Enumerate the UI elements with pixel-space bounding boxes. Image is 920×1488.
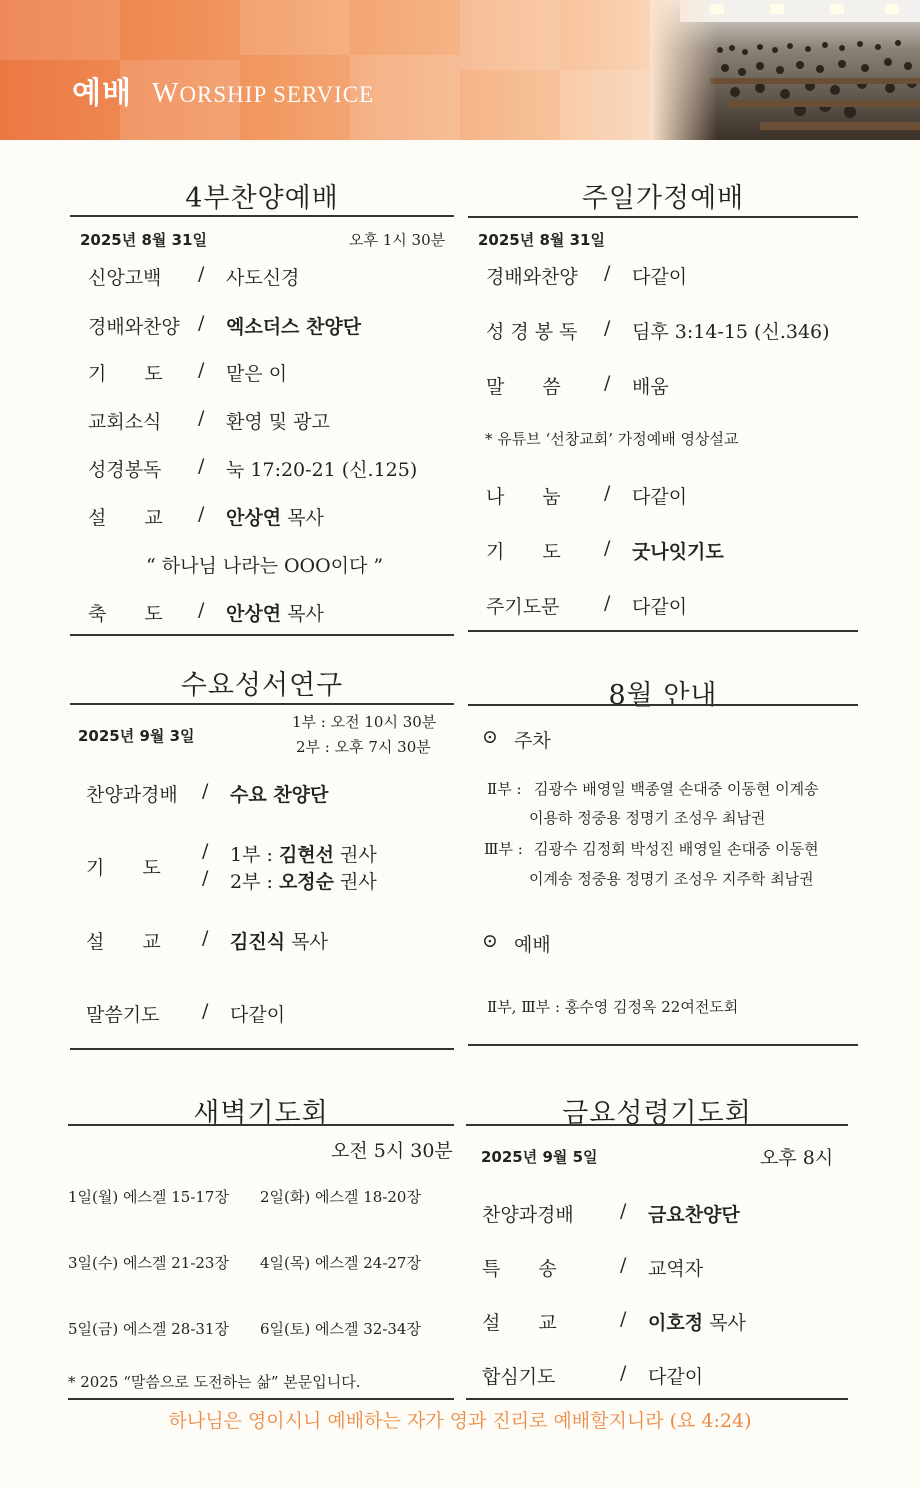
- slash: /: [604, 537, 611, 559]
- service-date: 2025년 8월 31일: [478, 231, 605, 249]
- order-value: 굿나잇기도: [632, 541, 724, 563]
- parking-heading: 주차: [514, 730, 551, 752]
- section-title-4th-service: 4부찬양예배: [185, 183, 339, 214]
- order-value: 김진식 목사: [230, 931, 328, 953]
- order-value: 엑소더스 찬양단: [226, 316, 362, 338]
- order-label: 나 눔: [486, 486, 561, 508]
- page-subtitle: WORSHIP SERVICE: [152, 78, 375, 109]
- order-label: 기 도: [86, 857, 161, 879]
- reading-day: 5일(금) 에스겔 28-31장: [68, 1320, 229, 1338]
- parking-names: 이용하 정중용 정명기 조성우 최남권: [529, 809, 766, 827]
- order-label: 경배와찬양: [486, 266, 578, 288]
- order-value: 딤후 3:14-15 (신.346): [632, 321, 830, 343]
- service-date: 2025년 8월 31일: [80, 231, 207, 249]
- parking-label-2: Ⅱ부 :: [487, 780, 522, 798]
- order-label: 말 씀: [486, 376, 561, 398]
- parking-label-3: Ⅲ부 :: [484, 840, 523, 858]
- sermon-title: “ 하나님 나라는 OOO이다 ”: [146, 555, 384, 577]
- page-title: 예배: [72, 76, 132, 111]
- reading-note: * 2025 “말씀으로 도전하는 삶” 본문입니다.: [68, 1373, 361, 1391]
- divider: [70, 703, 454, 705]
- order-value: 다같이: [230, 1004, 286, 1026]
- divider: [468, 1044, 858, 1046]
- slash: /: [604, 372, 611, 394]
- order-label: 찬양과경배: [86, 784, 178, 806]
- youtube-note: * 유튜브 ‘선창교회’ 가정예배 영상설교: [485, 430, 739, 448]
- order-value: 교역자: [648, 1258, 704, 1280]
- slash: /: [202, 840, 209, 862]
- slash: /: [198, 503, 205, 525]
- slash: /: [202, 927, 209, 949]
- divider: [466, 1124, 848, 1126]
- section-title-friday-prayer: 금요성령기도회: [562, 1098, 752, 1129]
- section-title-wednesday: 수요성서연구: [180, 670, 344, 701]
- reading-day: 2일(화) 에스겔 18-20장: [260, 1188, 421, 1206]
- service-time: 2부 : 오후 7시 30분: [296, 738, 431, 756]
- divider: [70, 1048, 454, 1050]
- service-time: 오후 1시 30분: [349, 231, 446, 249]
- order-label: 주기도문: [486, 596, 560, 618]
- divider: [70, 215, 454, 217]
- order-value: 이호정 목사: [648, 1312, 746, 1334]
- order-label: 성 경 봉 독: [486, 321, 578, 343]
- divider: [68, 1398, 454, 1400]
- slash: /: [198, 359, 205, 381]
- order-label: 기 도: [486, 541, 561, 563]
- slash: /: [198, 599, 205, 621]
- order-value: 사도신경: [226, 267, 300, 289]
- slash: /: [198, 312, 205, 334]
- order-value: 다같이: [632, 486, 688, 508]
- order-label: 말씀기도: [86, 1004, 160, 1026]
- bullet-icon: ⊙: [482, 930, 498, 952]
- slash: /: [620, 1254, 627, 1276]
- divider: [468, 704, 858, 706]
- order-value: 다같이: [632, 266, 688, 288]
- order-value: 환영 및 광고: [226, 411, 330, 433]
- order-label: 설 교: [482, 1312, 557, 1334]
- parking-names: 이계송 정중용 정명기 조성우 지주학 최남권: [529, 870, 814, 888]
- prayer-first-service: 1부 : 김현선 권사: [230, 844, 377, 866]
- slash: /: [198, 263, 205, 285]
- order-value: 다같이: [632, 596, 688, 618]
- divider: [468, 216, 858, 218]
- service-date: 2025년 9월 3일: [78, 727, 195, 745]
- reading-day: 1일(월) 에스겔 15-17장: [68, 1188, 229, 1206]
- service-time: 오전 5시 30분: [331, 1140, 453, 1162]
- order-value: 안상연 목사: [226, 603, 324, 625]
- parking-names: 김광수 김정회 박성진 배영일 손대중 이동현: [534, 840, 819, 858]
- slash: /: [620, 1308, 627, 1330]
- section-title-home-service: 주일가정예배: [581, 183, 745, 214]
- order-label: 설 교: [88, 507, 163, 529]
- worship-heading: 예배: [514, 934, 551, 956]
- order-label: 찬양과경배: [482, 1204, 574, 1226]
- slash: /: [604, 482, 611, 504]
- order-value: 눅 17:20-21 (신.125): [226, 459, 418, 481]
- order-value: 맡은 이: [226, 363, 288, 385]
- order-label: 교회소식: [88, 411, 162, 433]
- header-banner: [0, 0, 920, 140]
- section-title-dawn-prayer: 새벽기도회: [193, 1098, 329, 1129]
- order-value: 배움: [632, 376, 669, 398]
- slash: /: [198, 407, 205, 429]
- section-title-august-notice: 8월 안내: [608, 680, 718, 711]
- order-label: 축 도: [88, 603, 163, 625]
- service-date: 2025년 9월 5일: [481, 1148, 598, 1166]
- reading-day: 3일(수) 에스겔 21-23장: [68, 1254, 229, 1272]
- divider: [68, 1124, 454, 1126]
- order-label: 기 도: [88, 363, 163, 385]
- prayer-second-service: 2부 : 오정순 권사: [230, 871, 377, 893]
- order-label: 설 교: [86, 931, 161, 953]
- slash: /: [620, 1200, 627, 1222]
- congregation-photo: [650, 0, 920, 140]
- divider: [468, 630, 858, 632]
- divider: [70, 634, 454, 636]
- reading-day: 4일(목) 에스겔 24-27장: [260, 1254, 421, 1272]
- order-value: 다같이: [648, 1366, 704, 1388]
- slash: /: [202, 780, 209, 802]
- order-label: 경배와찬양: [88, 316, 180, 338]
- reading-day: 6일(토) 에스겔 32-34장: [260, 1320, 421, 1338]
- order-label: 성경봉독: [88, 459, 162, 481]
- order-label: 특 송: [482, 1258, 557, 1280]
- order-label: 신앙고백: [88, 267, 162, 289]
- slash: /: [202, 867, 209, 889]
- order-value: 수요 찬양단: [230, 784, 329, 806]
- order-value: 금요찬양단: [648, 1204, 740, 1226]
- service-time: 오후 8시: [760, 1147, 834, 1169]
- divider: [466, 1398, 848, 1400]
- slash: /: [202, 1000, 209, 1022]
- bullet-icon: ⊙: [482, 726, 498, 748]
- slash: /: [604, 592, 611, 614]
- slash: /: [604, 262, 611, 284]
- slash: /: [198, 455, 205, 477]
- worship-duty: Ⅱ부, Ⅲ부 : 홍수영 김정옥 22여전도회: [487, 998, 739, 1016]
- order-label: 합심기도: [482, 1366, 556, 1388]
- parking-names: 김광수 배영일 백종열 손대중 이동현 이계송: [534, 780, 819, 798]
- service-time: 1부 : 오전 10시 30분: [292, 713, 437, 731]
- slash: /: [604, 317, 611, 339]
- order-value: 안상연 목사: [226, 507, 324, 529]
- slash: /: [620, 1362, 627, 1384]
- footer-verse: 하나님은 영이시니 예배하는 자가 영과 진리로 예배할지니라 (요 4:24): [168, 1410, 752, 1432]
